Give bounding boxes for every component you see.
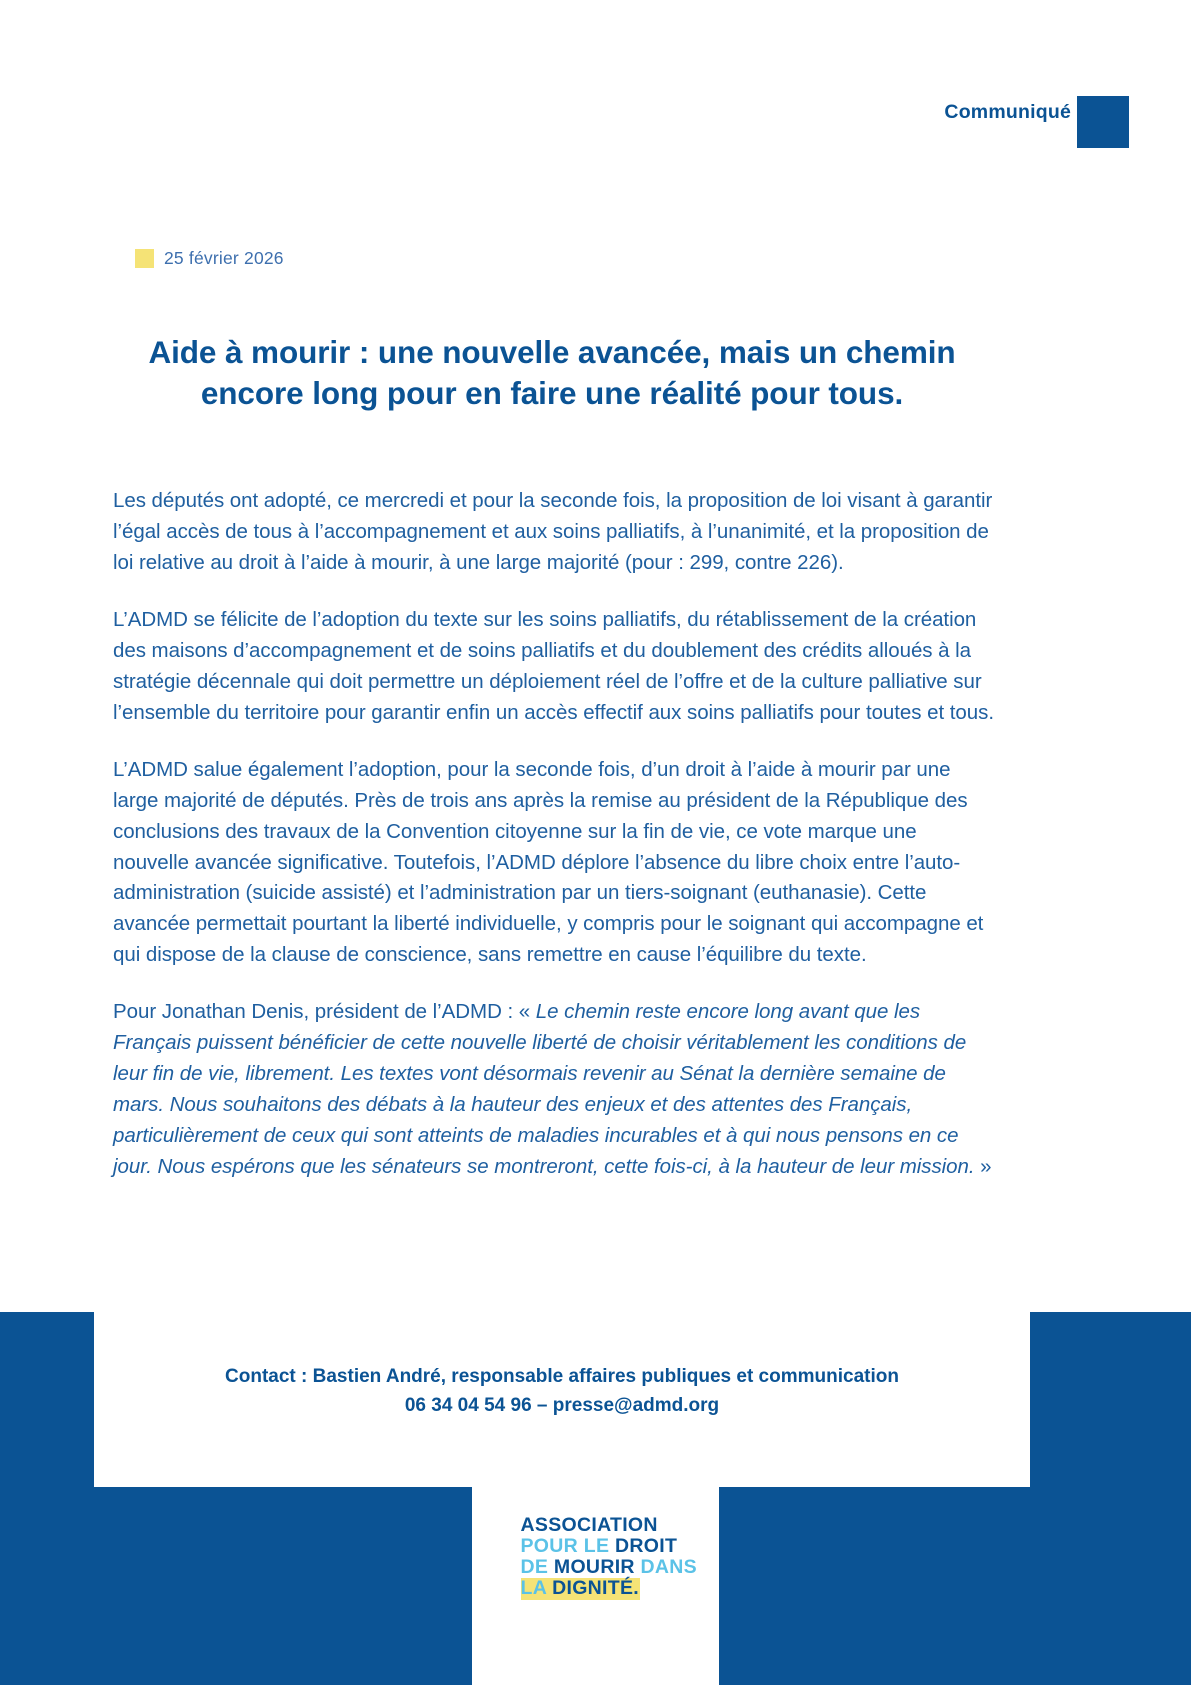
logo-word-de: DE (520, 1556, 554, 1579)
logo-word-mourir: MOURIR (553, 1556, 641, 1579)
contact-line-1: Contact : Bastien André, responsable affaires publiques et communication (225, 1366, 899, 1387)
logo-word-association: ASSOCIATION (520, 1514, 658, 1536)
header-accent-square-icon (1077, 96, 1129, 148)
logo-word-la: LA (520, 1577, 553, 1600)
quote-closing-mark: » (974, 1155, 992, 1179)
logo-line-3 (520, 1556, 697, 1579)
logo-card (472, 1487, 719, 1685)
contact-block (94, 1363, 1030, 1420)
logo-line-4 (521, 1578, 671, 1599)
paragraph-quote (113, 997, 997, 1183)
page-title: Aide à mourir : une nouvelle avancée, mais un chemin encore long pour en faire une réalité pour tous. (148, 334, 956, 412)
page-header (0, 0, 1191, 180)
logo-word-droit: DROIT (615, 1535, 678, 1558)
paragraph-1: Les députés ont adopté, ce mercredi et pour la seconde fois, la proposition de loi visant à garantir l’égal accès de tous à l’accompagnement et aux soins palliatifs, à l’unanimité, et la proposition de loi relative au droit à l’aide à mourir, à une large majorité (pour : 299, contre 226). (113, 489, 993, 574)
paragraph-3: L’ADMD salue également l’adoption, pour la seconde fois, d’un droit à l’aide à mourir par une large majorité de députés. Près de trois ans après la remise au président de la République des conclusions des travaux de la Convention citoyenne sur la fin de vie, ce vote marque une nouvelle avancée significative. Toutefois, l’ADMD déplore l’absence du libre choix entre l’auto-administration (suicide assisté) et l’administration par un tiers-soignant (euthanasie). Cette avancée permettait pourtant la liberté individuelle, y compris pour le soignant qui accompagne et qui dispose de la clause de conscience, sans remettre en cause l’équilibre du texte. (113, 757, 984, 967)
quote-text: Le chemin reste encore long avant que les Français puissent bénéficier de cette nouvelle liberté de choisir véritablement les conditions de leur fin de vie, librement. Les textes vont désormais revenir au Sénat la dernière semaine de mars. Nous souhaitons des débats à la hauteur des enjeux et des attentes des Français, particulièrement de ceux qui sont atteints de maladies incurables et à qui nous pensons en ce jour. Nous espérons que les sénateurs se montreront, cette fois-ci, à la hauteur de leur mission. (113, 1000, 975, 1179)
contact-line-2: 06 34 04 54 96 – presse@admd.org (404, 1394, 720, 1416)
logo-word-dignite: DIGNITÉ. (552, 1577, 639, 1600)
date-row (135, 248, 284, 269)
publication-date: 25 février 2026 (164, 248, 284, 268)
date-bullet-square-icon (135, 249, 154, 268)
logo-line-4-highlight (521, 1578, 641, 1599)
article-body (113, 486, 997, 1183)
quote-attribution: Pour Jonathan Denis, président de l’ADMD : « (113, 1000, 536, 1024)
paragraph-2: L’ADMD se félicite de l’adoption du texte sur les soins palliatifs, du rétablissement de la création des maisons d’accompagnement et de soins palliatifs et du doublement des crédits alloués à la stratégie décennale qui doit permettre un déploiement réel de l’offre et de la culture palliative sur l’ensemble du territoire pour garantir enfin un accès effectif aux soins palliatifs pour toutes et tous. (113, 607, 994, 724)
header-document-type-label: Communiqué (944, 101, 1071, 123)
logo-line-2 (520, 1535, 678, 1558)
logo-line-1 (521, 1515, 671, 1536)
logo-word-dans: DANS (640, 1556, 697, 1579)
logo-word-pour-le: POUR LE (520, 1535, 615, 1558)
admd-logo (520, 1514, 697, 1600)
